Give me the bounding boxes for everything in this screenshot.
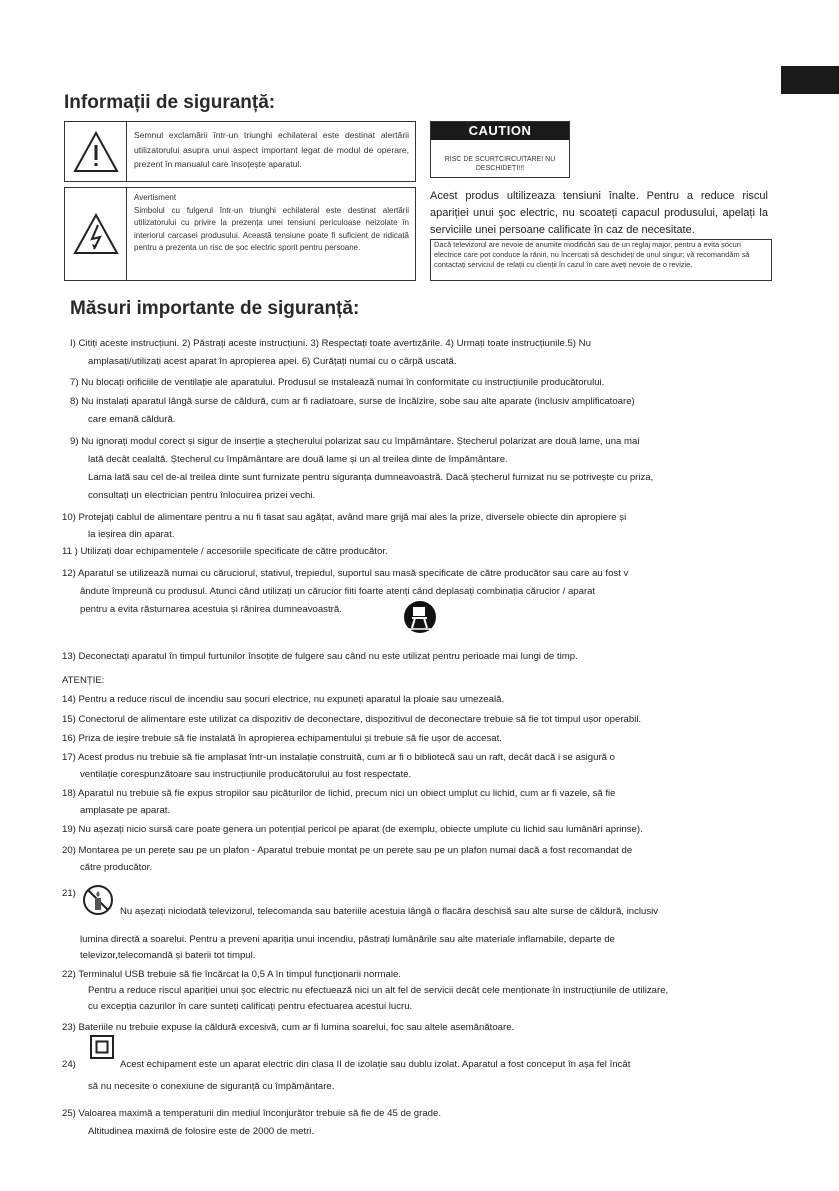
- instruction-line: ventilație corespunzătoare sau instrucțiunile producătorului au fost respectate.: [80, 769, 412, 780]
- instruction-line: 7) Nu blocați orificiile de ventilație ale aparatului. Produsul se instalează numai în conformitate cu instrucțiunile producătorului.: [70, 377, 605, 388]
- instruction-line: 15) Conectorul de alimentare este utilizat ca dispozitiv de deconectare, dispozitivul de deconectare trebuie să fie tot timpul ușor operabil.: [62, 714, 642, 725]
- exclamation-warning-box: [64, 121, 416, 182]
- measures-title: Măsuri importante de siguranță:: [70, 298, 360, 319]
- instruction-line: 16) Priza de ieșire trebuie să fie instalată în apropierea echipamentului și trebuie să fie ușor de accesat.: [62, 733, 502, 744]
- instruction-line: pentru a evita răsturnarea acestuia și rănirea dumneavoastră.: [80, 604, 342, 615]
- instruction-line: 9) Nu ignorați modul corect și sigur de inserție a ștecherului polarizat sau cu împământare. Ștecherul polarizat are două lame, una mai: [70, 436, 640, 447]
- instruction-line: 25) Valoarea maximă a temperaturii din mediul înconjurător trebuie să fie de 45 de grade.: [62, 1108, 441, 1119]
- instruction-line: ândute împreună cu produsul. Atunci când utilizați un cărucior fiiti foarte atenți când deplasați combinația cărucior / aparat: [80, 586, 596, 597]
- instruction-line: Lama lată sau cel de-al treilea dinte sunt furnizate pentru siguranța dumneavoastră. Dacă ștecherul furnizat nu se potrivește cu priza,: [88, 472, 654, 483]
- instruction-line: amplasate pe aparat.: [80, 805, 171, 816]
- instruction-line: care emană căldură.: [88, 414, 176, 425]
- instruction-line: lumina directă a soarelui. Pentru a preveni apariția unui incendiu, păstrați lumânările sau alte materiale inflamabile, departe de: [80, 934, 615, 945]
- exclamation-warning-text: Semnul exclamării într-un triunghi echilateral este destinat alertării utilizatorului asupra unui aspect important legat de modul de operare, prezent în manualul care însoțește aparatul.: [134, 130, 409, 169]
- no-open-flame-icon: [82, 884, 114, 916]
- service-notice-box: Dacă televizorul are nevoie de anumite modificări sau de un reglaj major, pentru a evita șocuri electrice care pot conduce la răniri, nu încercați să deschideți de unul singur; vă recomandăm să contactați serviciul de relații cu clienții în cazul în care aveți nevoie de o revizie.: [430, 239, 772, 281]
- caution-subtext: RISC DE SCURTCIRCUITARE! NU DESCHIDEȚI!!!: [444, 156, 556, 172]
- cart-tipover-icon: [403, 598, 437, 636]
- instruction-line: Pentru a reduce riscul apariției unui șoc electric nu efectuează nici un alt fel de servicii decât cele menționate în instrucțiunile de utilizare,: [88, 985, 669, 996]
- info-title: Informații de siguranță:: [64, 92, 276, 113]
- instruction-line: 19) Nu așezați nicio sursă care poate genera un potențial pericol pe aparat (de exemplu, obiecte umplute cu lichid sau lumânări aprinse).: [62, 824, 643, 835]
- exclamation-triangle-icon: [65, 122, 127, 181]
- caution-header: CAUTION: [431, 122, 569, 140]
- section-tab-marker: [781, 66, 839, 94]
- class-ii-double-insulation-icon: [90, 1035, 114, 1059]
- instruction-line: amplasați/utilizați acest aparat în apropierea apei. 6) Curățați numai cu o cârpă uscată.: [88, 356, 457, 367]
- instruction-line: să nu necesite o conexiune de siguranță cu împământare.: [88, 1081, 335, 1092]
- instruction-line: lată decât cealaltă. Ștecherul cu împământare are două lame și un al treilea dinte de împământare.: [88, 454, 508, 465]
- instruction-line: 8) Nu instalați aparatul lângă surse de căldură, cum ar fi radiatoare, surse de încălzire, sobe sau alte aparate (inclusiv amplificatoare): [70, 396, 635, 407]
- instruction-line: 12) Aparatul se utilizează numai cu căruciorul, stativul, trepiedul, suportul sau masă specificate de către producător sau care au fost v: [62, 568, 629, 579]
- instruction-line: 14) Pentru a reduce riscul de incendiu sau șocuri electrice, nu expuneți aparatul la ploaie sau umezeală.: [62, 694, 505, 705]
- instruction-line: 10) Protejați cablul de alimentare pentru a nu fi tasat sau agățat, având mare grijă mai ales la prize, diversele obiecte din apropiere și: [62, 512, 627, 523]
- instruction-line: 17) Acest produs nu trebuie să fie amplasat într-un instalație construită, cum ar fi o bibliotecă sau un raft, decât dacă i se asigură o: [62, 752, 616, 763]
- instruction-line: Nu așezați niciodată televizorul, telecomanda sau bateriile acestuia lângă o flacăra deschisă sau alte surse de căldură, inclusiv: [120, 906, 659, 917]
- lightning-warning-box: [64, 187, 416, 281]
- instruction-line: 23) Bateriile nu trebuie expuse la căldură excesivă, cum ar fi lumina soarelui, foc sau altele asemănătoare.: [62, 1022, 515, 1033]
- instruction-line: la ieșirea din aparat.: [88, 529, 175, 540]
- high-voltage-warning: Acest produs ultilizeaza tensiuni înalte. Pentru a reduce riscul apariției unui șoc electric, nu scoateți capacul produsului, apelați la serviciile unei persoane calificate în caz de necesitate.: [430, 190, 768, 236]
- lightning-warning-title: Avertisment: [134, 193, 177, 202]
- caution-label: [430, 121, 570, 178]
- instruction-line: 11 ) Utilizați doar echipamentele / accesoriile specificate de către producător.: [62, 546, 388, 557]
- instruction-line: cu excepția cazurilor în care sunteți calificați pentru efectuarea acestui lucru.: [88, 1001, 413, 1012]
- instruction-line: 20) Montarea pe un perete sau pe un plafon - Aparatul trebuie montat pe un perete sau pe un plafon numai dacă a fost recomandat de: [62, 845, 633, 856]
- instruction-line: televizor,telecomandă și baterii tot timpul.: [80, 950, 256, 961]
- instruction-line: 21): [62, 888, 76, 899]
- instruction-line: 22) Terminalul USB trebuie să fie încărcat la 0,5 A în timpul funcționarii normale.: [62, 969, 401, 980]
- instruction-line: ATENȚIE:: [62, 675, 105, 686]
- lightning-warning-text: Simbolul cu fulgerul într-un triunghi echilateral este destinat alertării utilizatorului cu privire la prezența unei tensiuni periculoase neizolate în interiorul carcasei produsului. Această tensiune poate fi suficient de ridicată pentru a prezenta un risc de șoc electric sporit pentru persoane.: [134, 205, 409, 253]
- instruction-line: 13) Deconectați aparatul în timpul furtunilor însoțite de fulgere sau când nu este utilizat pentru perioade mai lungi de timp.: [62, 651, 578, 662]
- instruction-line: I) Citiți aceste instrucțiuni. 2) Păstrați aceste instrucțiuni. 3) Respectați toate avertizările. 4) Urmați toate instrucțiunile.5) Nu: [70, 338, 591, 349]
- instruction-line: către producător.: [80, 862, 152, 873]
- instruction-line: Altitudinea maximă de folosire este de 2000 de metri.: [88, 1126, 315, 1137]
- instruction-line: 18) Aparatul nu trebuie să fie expus stropilor sau picăturilor de lichid, precum nici un obiect umplut cu lichid, cum ar fi vazele, să fie: [62, 788, 616, 799]
- instruction-line: Acest echipament este un aparat electric din clasa II de izolație sau dublu izolat. Aparatul a fost conceput în așa fel încât: [120, 1059, 631, 1070]
- lightning-triangle-icon: [65, 188, 127, 280]
- instruction-line: consultați un electrician pentru înlocuirea prizei vechi.: [88, 490, 316, 501]
- instruction-line: 24): [62, 1059, 76, 1070]
